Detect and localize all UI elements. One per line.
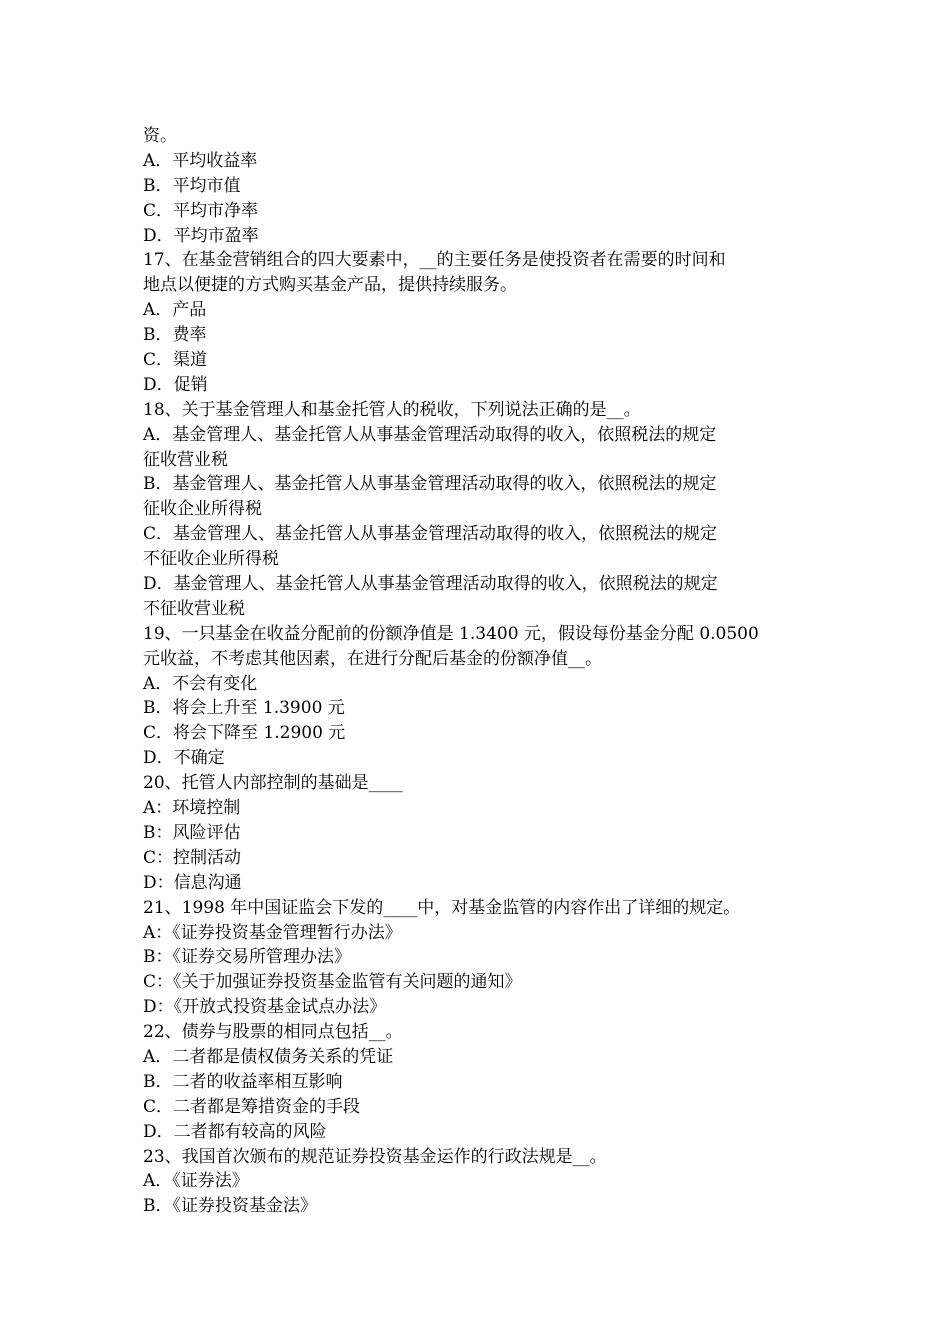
option-line: D：信息沟通: [143, 872, 242, 893]
question-line: 19、一只基金在收益分配前的份额净值是 1.3400 元，假设每份基金分配 0.0500: [143, 623, 759, 644]
question-line: 22、债券与股票的相同点包括__。: [143, 1022, 403, 1043]
question-line: 20、托管人内部控制的基础是____: [143, 773, 403, 794]
option-line: B：风险评估: [143, 822, 241, 843]
option-line: A．不会有变化: [143, 673, 258, 694]
document-page: [143, 124, 813, 1219]
question-line: 地点以便捷的方式购买基金产品，提供持续服务。: [143, 275, 517, 296]
option-line: D．基金管理人、基金托管人从事基金管理活动取得的收入，依照税法的规定: [143, 574, 718, 595]
option-line: B：《证券交易所管理办法》: [143, 947, 351, 968]
option-line: A．平均收益率: [143, 150, 258, 171]
option-line: D．不确定: [143, 748, 225, 769]
option-line: B．将会上升至 1.3900 元: [143, 698, 345, 719]
option-line: 征收企业所得税: [143, 499, 262, 520]
option-line: 征收营业税: [143, 449, 228, 470]
option-line: B．《证券投资基金法》: [143, 1196, 317, 1217]
question-line: 元收益，不考虑其他因素，在进行分配后基金的份额净值__。: [143, 648, 602, 669]
option-line: A．二者都是债权债务关系的凭证: [143, 1046, 394, 1067]
option-line: A．《证券法》: [143, 1171, 249, 1192]
option-line: C．将会下降至 1.2900 元: [143, 723, 346, 744]
text-line: 资。: [143, 126, 177, 146]
option-line: 不征收企业所得税: [143, 549, 279, 570]
option-line: C：控制活动: [143, 847, 242, 868]
option-line: A．基金管理人、基金托管人从事基金管理活动取得的收入，依照税法的规定: [143, 424, 717, 445]
option-line: B．基金管理人、基金托管人从事基金管理活动取得的收入，依照税法的规定: [143, 474, 717, 495]
option-line: A：环境控制: [143, 798, 241, 819]
option-line: D．平均市盈率: [143, 225, 259, 246]
option-line: C．基金管理人、基金托管人从事基金管理活动取得的收入，依照税法的规定: [143, 524, 718, 545]
option-line: A．产品: [143, 300, 207, 321]
option-line: D．二者都有较高的风险: [143, 1121, 327, 1142]
option-line: B．平均市值: [143, 175, 241, 196]
option-line: C．二者都是筹措资金的手段: [143, 1096, 361, 1117]
option-line: B．费率: [143, 325, 207, 346]
question-line: 21、1998 年中国证监会下发的____中，对基金监管的内容作出了详细的规定。: [143, 897, 741, 918]
question-line: 23、我国首次颁布的规范证券投资基金运作的行政法规是__。: [143, 1146, 607, 1167]
option-line: D．促销: [143, 374, 208, 395]
option-line: B．二者的收益率相互影响: [143, 1071, 343, 1092]
option-line: 不征收营业税: [143, 598, 245, 619]
question-line: 17、在基金营销组合的四大要素中，__的主要任务是使投资者在需要的时间和: [143, 250, 726, 271]
option-line: C．平均市净率: [143, 200, 259, 221]
option-line: C：《关于加强证券投资基金监管有关问题的通知》: [143, 972, 522, 993]
option-line: A：《证券投资基金管理暂行办法》: [143, 922, 402, 943]
option-line: C．渠道: [143, 350, 208, 371]
option-line: D：《开放式投资基金试点办法》: [143, 997, 387, 1018]
question-line: 18、关于基金管理人和基金托管人的税收，下列说法正确的是__。: [143, 399, 641, 420]
